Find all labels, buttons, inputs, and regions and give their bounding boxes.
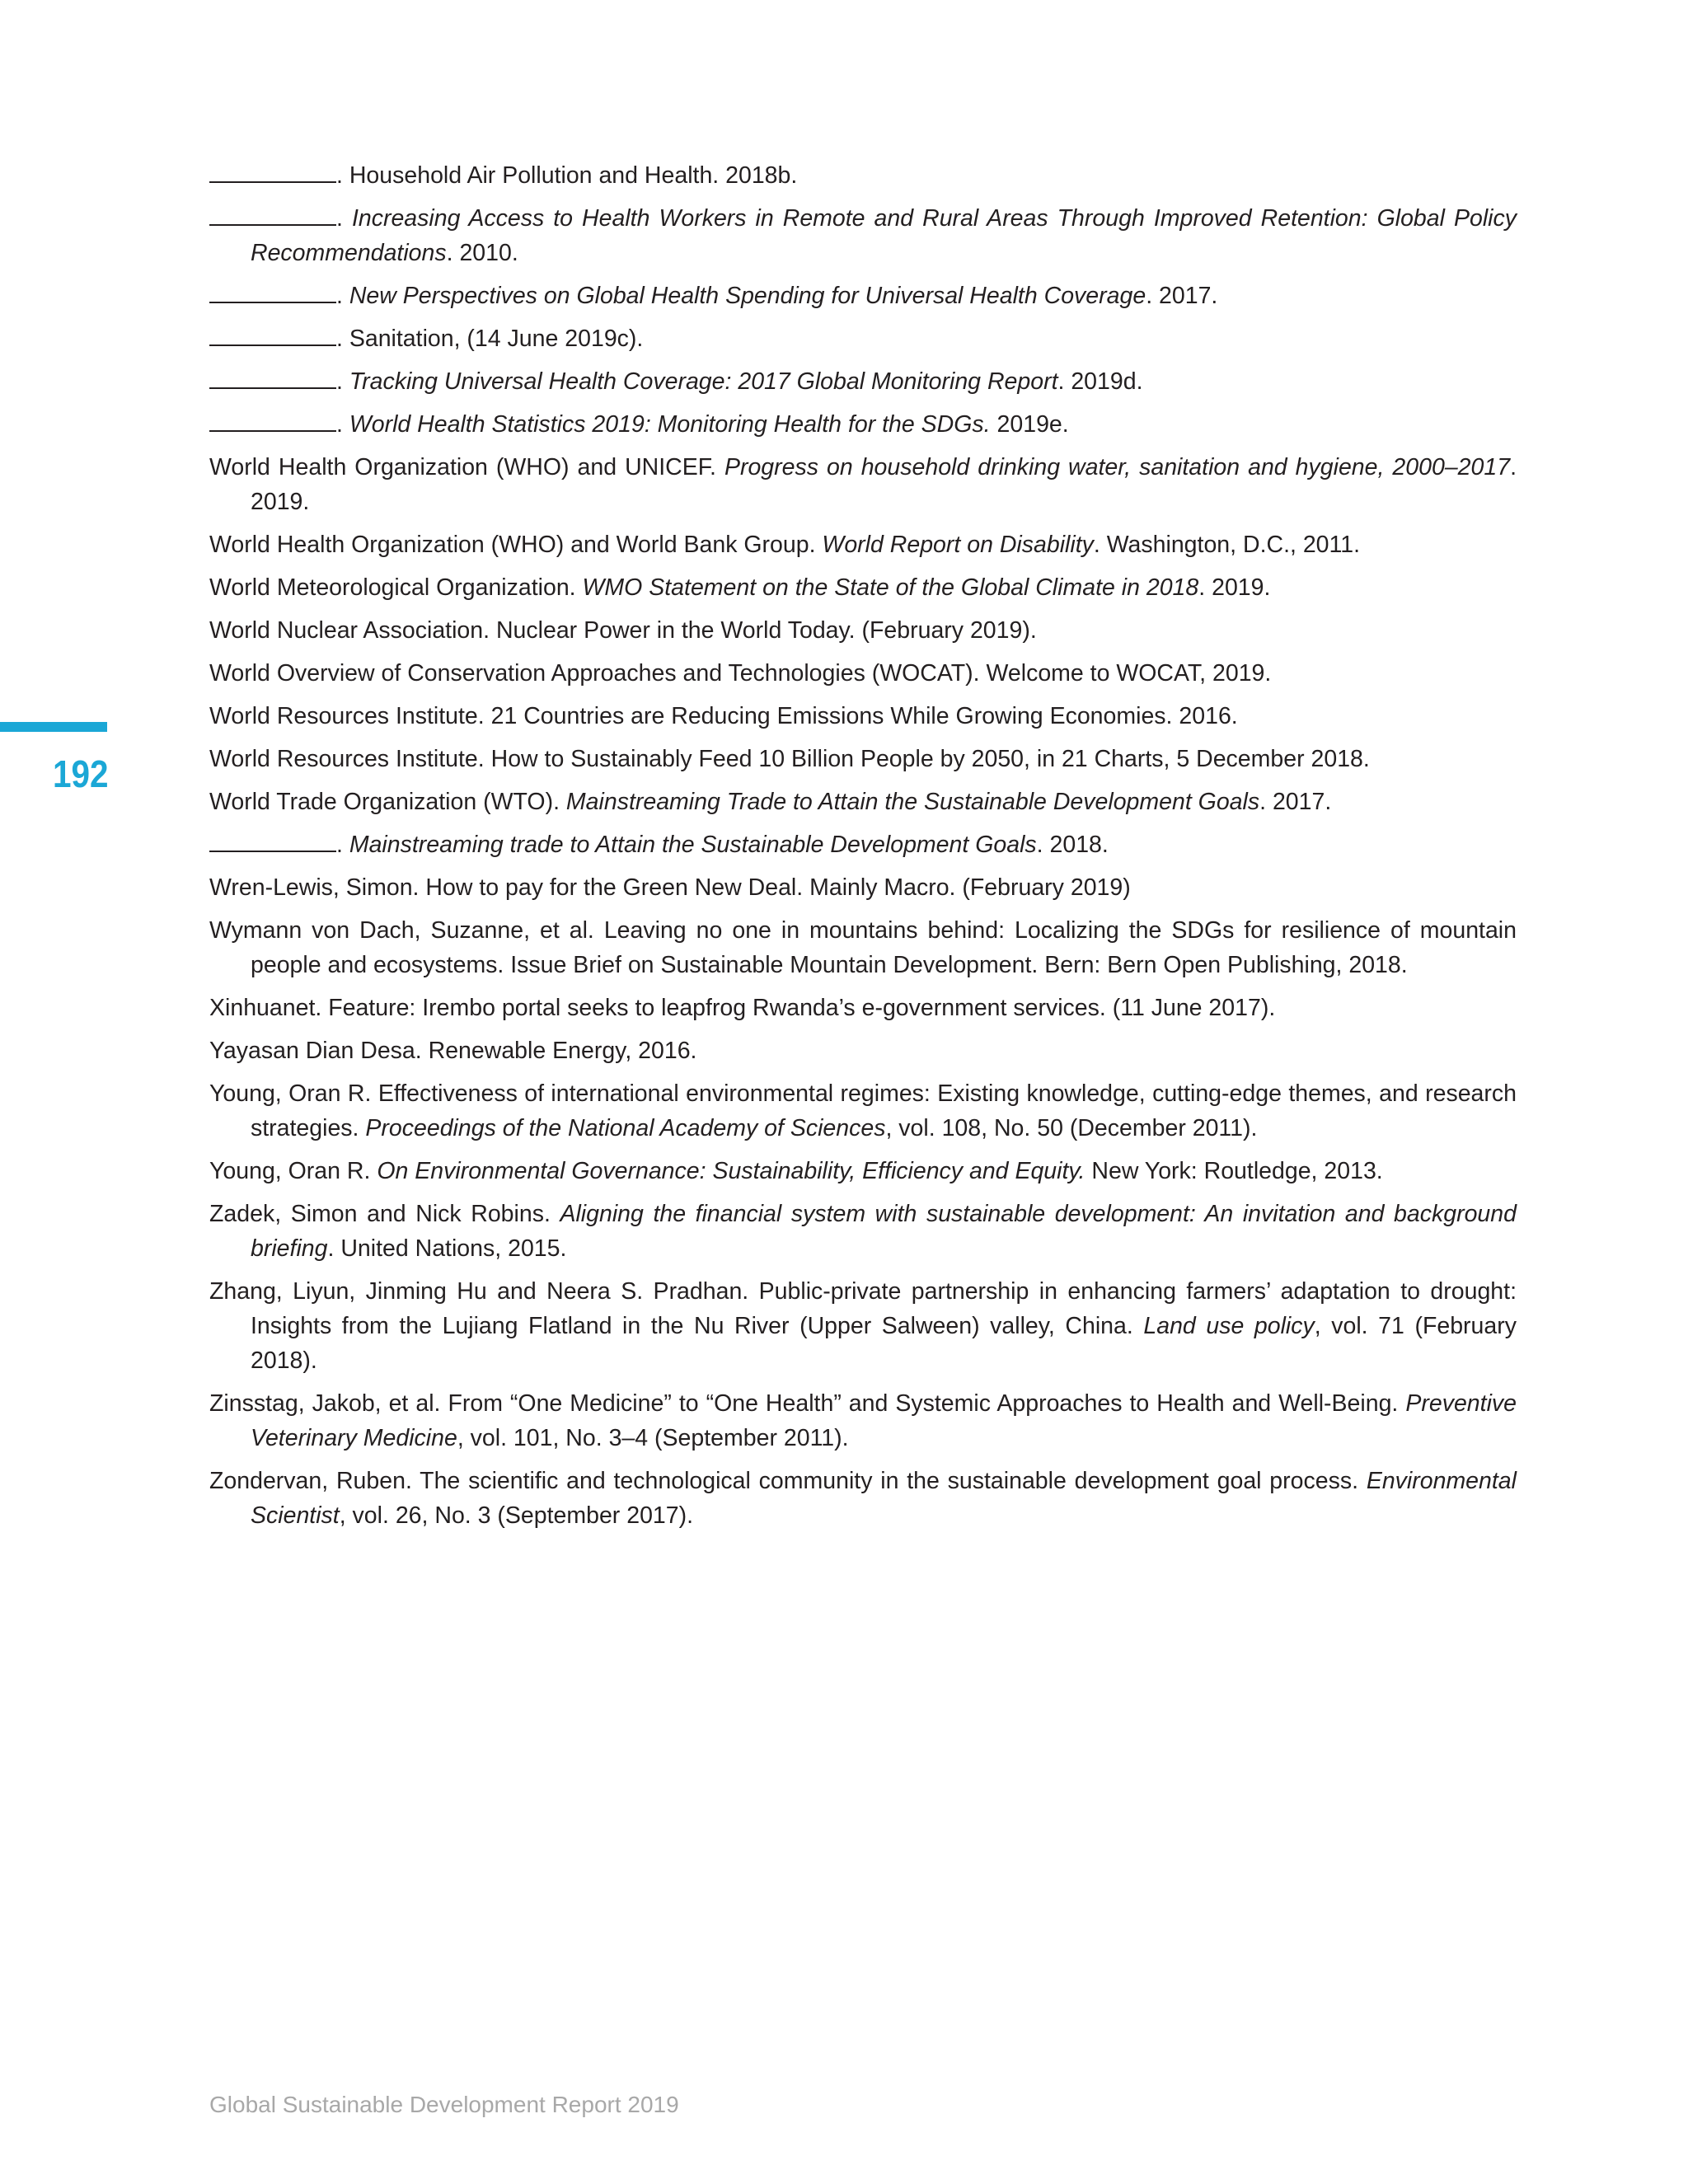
reference-text: World Overview of Conservation Approaches and Technologies (WOCAT). Welcome to WOCAT, 2019. [209, 660, 1272, 687]
footer-report-title: Global Sustainable Development Report 2019 [209, 2092, 679, 2117]
reference-text: World Health Organization (WHO) and World Bank Group. [209, 532, 823, 558]
repeated-author-rule [209, 829, 336, 852]
reference-title-italic: On Environmental Governance: Sustainability, Efficiency and Equity. [377, 1158, 1085, 1184]
repeated-author-rule [209, 409, 336, 432]
reference-entry [209, 279, 1517, 313]
reference-text: . 2010. [446, 240, 518, 266]
reference-text: Zhang, Liyun, Jinming Hu and Neera S. Pradhan. Public-private partnership in enhancing farmers’ adaptation to drought: Insights from the Lujiang Flatland in the Nu River (Upper Salween) valley, China. [209, 1278, 1517, 1339]
reference-text: World Resources Institute. 21 Countries are Reducing Emissions While Growing Economies. 2016. [209, 703, 1238, 729]
reference-text: World Meteorological Organization. [209, 574, 583, 601]
reference-text: . [336, 368, 349, 395]
reference-entry [209, 321, 1517, 356]
reference-list [209, 158, 1517, 1541]
reference-title-italic: Aligning the financial system with sustainable development: An invitation and background briefing [251, 1201, 1517, 1262]
page-number-bar [0, 722, 107, 732]
reference-title-italic: Mainstreaming Trade to Attain the Sustainable Development Goals [565, 789, 1260, 815]
reference-text: Young, Oran R. Effectiveness of international environmental regimes: Existing knowledge, cutting-edge themes, and research strategies. [209, 1080, 1517, 1141]
reference-title-italic: Environmental Scientist [251, 1468, 1517, 1529]
reference-entry [209, 1197, 1517, 1266]
reference-entry [209, 613, 1517, 648]
repeated-author-rule [209, 280, 336, 303]
reference-entry [209, 870, 1517, 905]
reference-text: . Sanitation, (14 June 2019c). [336, 326, 644, 352]
reference-title-italic: WMO Statement on the State of the Global Climate in 2018 [582, 574, 1199, 601]
reference-text: Wren-Lewis, Simon. How to pay for the Green New Deal. Mainly Macro. (February 2019) [209, 874, 1131, 901]
repeated-author-rule [209, 323, 336, 346]
reference-text: . [336, 832, 349, 858]
reference-text: . United Nations, 2015. [327, 1235, 567, 1262]
reference-text: World Nuclear Association. Nuclear Power in the World Today. (February 2019). [209, 617, 1037, 644]
reference-entry [209, 570, 1517, 605]
reference-text: . Household Air Pollution and Health. 2018b. [336, 162, 798, 189]
repeated-author-rule [209, 366, 336, 389]
reference-text: Zinsstag, Jakob, et al. From “One Medicine” to “One Health” and Systemic Approaches to Health and Well-Being. [209, 1390, 1406, 1417]
reference-entry [209, 1154, 1517, 1188]
reference-entry [209, 407, 1517, 442]
reference-entry [209, 1274, 1517, 1378]
reference-text: . 2019d. [1057, 368, 1143, 395]
reference-title-italic: Increasing Access to Health Workers in Remote and Rural Areas Through Improved Retention: Global Policy Recommendations [251, 205, 1517, 266]
reference-text: World Trade Organization (WTO). [209, 789, 566, 815]
reference-text: . 2017. [1146, 283, 1218, 309]
repeated-author-rule [209, 160, 336, 183]
reference-entry [209, 785, 1517, 819]
repeated-author-rule [209, 203, 336, 226]
reference-text: Zondervan, Ruben. The scientific and technological community in the sustainable development goal process. [209, 1468, 1367, 1494]
reference-entry [209, 1076, 1517, 1146]
reference-title-italic: New Perspectives on Global Health Spending for Universal Health Coverage [349, 283, 1146, 309]
reference-text: 2019e. [990, 411, 1069, 438]
reference-text: . 2019. [251, 454, 1517, 515]
reference-title-italic: Tracking Universal Health Coverage: 2017 Global Monitoring Report [349, 368, 1058, 395]
reference-entry [209, 158, 1517, 193]
reference-title-italic: Preventive Veterinary Medicine [251, 1390, 1517, 1451]
reference-text: Zadek, Simon and Nick Robins. [209, 1201, 560, 1227]
reference-text: Wymann von Dach, Suzanne, et al. Leaving no one in mountains behind: Localizing the SDGs for resilience of mountain people and ecosystems. Issue Brief on Sustainable Mountain Development. Bern: Bern Open Publishing, 2018. [209, 917, 1517, 978]
page-number: 192 [53, 752, 109, 795]
reference-text: . Washington, D.C., 2011. [1093, 532, 1361, 558]
reference-text: , vol. 71 (February 2018). [251, 1313, 1517, 1374]
reference-entry [209, 742, 1517, 776]
reference-text: Xinhuanet. Feature: Irembo portal seeks to leapfrog Rwanda’s e-government services. (11 June 2017). [209, 995, 1276, 1021]
reference-entry [209, 364, 1517, 399]
reference-title-italic: Progress on household drinking water, sanitation and hygiene, 2000–2017 [724, 454, 1511, 480]
reference-text: World Health Organization (WHO) and UNICEF. [209, 454, 724, 480]
reference-text: . 2017. [1259, 789, 1332, 815]
reference-text: . [336, 205, 352, 232]
reference-title-italic: World Health Statistics 2019: Monitoring Health for the SDGs. [349, 411, 991, 438]
reference-entry [209, 656, 1517, 691]
reference-title-italic: Land use policy [1143, 1313, 1315, 1339]
reference-text: . 2018. [1036, 832, 1109, 858]
reference-text: . 2019. [1198, 574, 1271, 601]
reference-text: New York: Routledge, 2013. [1085, 1158, 1383, 1184]
reference-text: World Resources Institute. How to Sustainably Feed 10 Billion People by 2050, in 21 Charts, 5 December 2018. [209, 746, 1370, 772]
reference-entry [209, 1386, 1517, 1455]
reference-text: Young, Oran R. [209, 1158, 377, 1184]
reference-text: . [336, 283, 349, 309]
reference-entry [209, 827, 1517, 862]
reference-entry [209, 991, 1517, 1025]
reference-text: , vol. 101, No. 3–4 (September 2011). [457, 1425, 849, 1451]
reference-text: , vol. 108, No. 50 (December 2011). [885, 1115, 1258, 1141]
reference-title-italic: Proceedings of the National Academy of Sciences [365, 1115, 886, 1141]
reference-title-italic: Mainstreaming trade to Attain the Sustainable Development Goals [349, 832, 1037, 858]
reference-text: Yayasan Dian Desa. Renewable Energy, 2016. [209, 1038, 697, 1064]
reference-title-italic: World Report on Disability [822, 532, 1094, 558]
reference-entry [209, 699, 1517, 733]
reference-entry [209, 1033, 1517, 1068]
reference-text: . [336, 411, 349, 438]
reference-entry [209, 450, 1517, 519]
reference-entry [209, 527, 1517, 562]
reference-entry [209, 201, 1517, 270]
reference-text: , vol. 26, No. 3 (September 2017). [339, 1502, 694, 1529]
reference-entry [209, 1464, 1517, 1533]
reference-entry [209, 913, 1517, 982]
